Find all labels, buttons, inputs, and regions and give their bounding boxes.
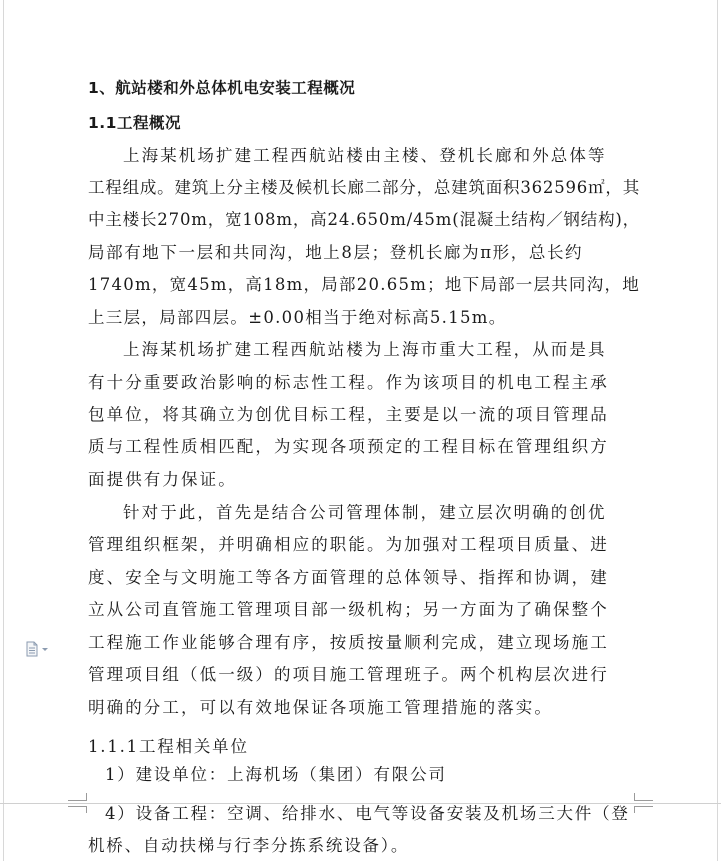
paragraph-line: 上海某机场扩建工程西航站楼由主楼、登机长廊和外总体等	[123, 146, 607, 165]
subsection-heading: 1.1工程概况	[88, 114, 181, 132]
paragraph-line: 中主楼长270m，宽108m，高24.650m/45m(混凝土结构／钢结构)，	[88, 210, 640, 229]
margin-corner-top-right	[634, 806, 653, 813]
paragraph-line: 立从公司直管施工管理项目部一级机构；另一方面为了确保整个	[88, 600, 609, 619]
paragraph-line: 管理组织框架，并明确相应的职能。为加强对工程项目质量、进	[88, 535, 609, 554]
list-item: 机桥、自动扶梯与行李分拣系统设备）。	[88, 836, 410, 855]
paragraph-line: 管理项目组（低一级）的项目施工管理班子。两个机构层次进行	[88, 665, 609, 684]
section-heading: 1、航站楼和外总体机电安装工程概况	[88, 79, 356, 97]
paragraph-line: 工程施工作业能够合理有序，按质按量顺利完成，建立现场施工	[88, 633, 609, 652]
paragraph-line: 有十分重要政治影响的标志性工程。作为该项目的机电工程主承	[88, 373, 609, 392]
list-item: 4）设备工程：空调、给排水、电气等设备安装及机场三大件（登	[105, 804, 630, 823]
subsubsection-heading: 1.1.1工程相关单位	[88, 737, 249, 756]
paragraph-line: 上三层，局部四层。±0.00相当于绝对标高5.15m。	[88, 308, 507, 327]
paragraph-line: 度、安全与文明施工等各方面管理的总体领导、指挥和协调，建	[88, 568, 609, 587]
margin-corner-bottom-right	[634, 793, 653, 801]
list-item: 1）建设单位：上海机场（集团）有限公司	[105, 765, 447, 784]
page-border-right	[717, 0, 718, 861]
paragraph-line: 包单位，将其确立为创优目标工程，主要是以一流的项目管理品	[88, 405, 609, 424]
paragraph-line: 明确的分工，可以有效地保证各项施工管理措施的落实。	[88, 698, 553, 717]
margin-corner-bottom-left	[68, 793, 87, 801]
paragraph-line: 上海某机场扩建工程西航站楼为上海市重大工程，从而是具	[123, 340, 607, 359]
paragraph-line: 面提供有力保证。	[88, 470, 237, 489]
paragraph-line: 质与工程性质相匹配，为实现各项预定的工程目标在管理组织方	[88, 437, 609, 456]
paragraph-line: 针对于此，首先是结合公司管理体制，建立层次明确的创优	[123, 503, 607, 522]
margin-corner-top-left	[68, 806, 87, 813]
document-options-icon[interactable]	[25, 641, 55, 657]
page-border-left	[3, 0, 4, 861]
paragraph-line: 工程组成。建筑上分主楼及候机长廊二部分，总建筑面积362596㎡，其	[88, 178, 640, 197]
paragraph-line: 1740m，宽45m，高18m，局部20.65m；地下局部一层共同沟，地	[88, 275, 640, 294]
paragraph-line: 局部有地下一层和共同沟，地上8层；登机长廊为π形，总长约	[88, 243, 584, 262]
